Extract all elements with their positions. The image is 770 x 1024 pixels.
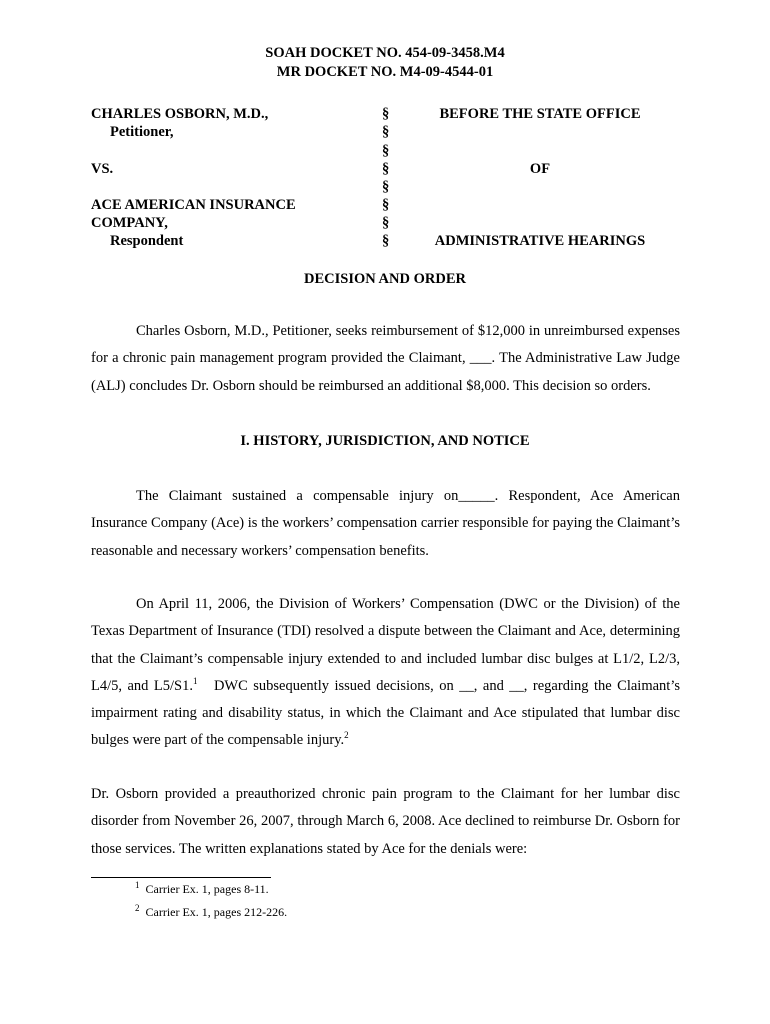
petitioner-name: CHARLES OSBORN, M.D., [91,106,269,122]
dispute-text-part-a: On April 11, 2006, the Division of Workers’ Compensation (DWC or the Division) of the Texas Department of Insurance (TDI) resolved a dispute between the Claimant and Ace, determining that the Claimant’s compensable injury extended to and included lumbar disc bulges at L1/2, L2/3, L4/5, and L5/S1. [91,596,680,694]
section-symbol: § [382,215,390,231]
respondent-role: Respondent [110,233,184,249]
section-symbol: § [382,161,390,177]
section-symbol: § [382,233,390,249]
petitioner-role: Petitioner, [110,124,174,140]
court-name-line-1: BEFORE THE STATE OFFICE [439,106,641,122]
soah-docket-number: SOAH DOCKET NO. 454-09-3458.M4 [265,45,505,61]
mr-docket-number: MR DOCKET NO. M4-09-4544-01 [276,64,494,80]
footnote-text: Carrier Ex. 1, pages 8-11. [145,882,269,896]
section-symbol: § [382,106,390,122]
section-symbol: § [382,179,390,195]
versus-label: VS. [91,161,114,177]
respondent-name-line-1: ACE AMERICAN INSURANCE [91,197,296,213]
footnote-2 [135,905,287,920]
footnote-ref-1[interactable]: 1 [193,676,198,687]
section-symbol: § [382,124,390,140]
footnote-1 [135,882,269,897]
dispute-paragraph [91,591,684,755]
document-title: DECISION AND ORDER [304,271,466,287]
section-symbol: § [382,197,390,213]
dispute-text-part-b: DWC subsequently issued decisions, on __, and __, regarding the Claimant’s impairment rating and disability status, in which the Claimant and Ace stipulated that lumbar disc bulges were part of the compensable injury. [91,677,684,749]
court-name-line-3: ADMINISTRATIVE HEARINGS [434,233,646,249]
section-heading-history: I. HISTORY, JURISDICTION, AND NOTICE [240,433,530,449]
section-symbol: § [382,143,390,159]
injury-paragraph: The Claimant sustained a compensable injury on_____. Respondent, Ace American Insurance Company (Ace) is the workers’ compensation carrier responsible for paying the Claimant’s reasonable and necessary workers’ compensation benefits. [91,488,680,559]
intro-paragraph: Charles Osborn, M.D., Petitioner, seeks reimbursement of $12,000 in unreimbursed expenses for a chronic pain management program provided the Claimant, ___. The Administrative Law Judge (ALJ) concludes Dr. Osborn should be reimbursed an additional $8,000. This decision so orders. [91,323,680,394]
court-name-line-2: OF [529,161,551,177]
footnote-divider [91,877,271,878]
footnote-number: 1 [135,880,140,890]
footnote-ref-2[interactable]: 2 [344,730,349,741]
respondent-name-line-2: COMPANY, [91,215,168,231]
footnote-number: 2 [135,903,140,913]
treatment-paragraph: Dr. Osborn provided a preauthorized chronic pain program to the Claimant for her lumbar disc disorder from November 26, 2007, through March 6, 2008. Ace declined to reimburse Dr. Osborn for those services. The written explanations stated by Ace for the denials were: [91,786,680,857]
footnote-text: Carrier Ex. 1, pages 212-226. [145,905,288,919]
